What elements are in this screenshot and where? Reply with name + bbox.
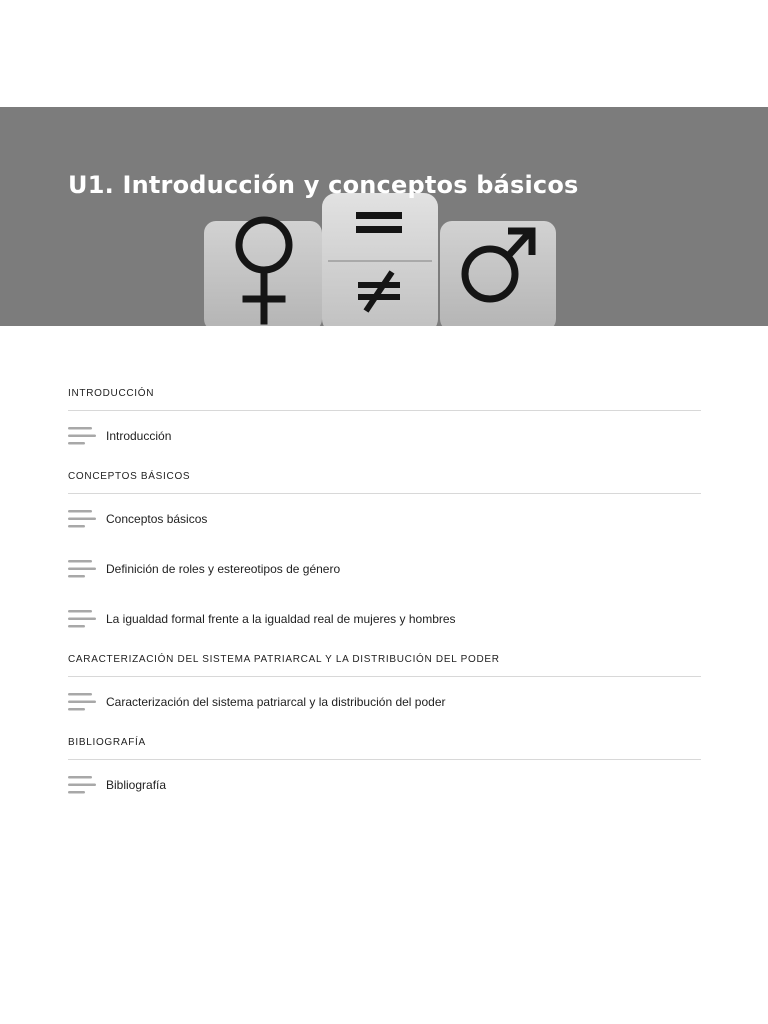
section-heading: INTRODUCCIÓN — [68, 378, 701, 411]
outline-section — [68, 378, 701, 461]
section-heading: BIBLIOGRAFÍA — [68, 727, 701, 760]
lesson-item[interactable] — [68, 494, 701, 544]
outline-section — [68, 727, 701, 810]
lesson-title[interactable]: Conceptos básicos — [106, 512, 208, 526]
text-lines-icon — [68, 425, 96, 447]
lesson-outline — [68, 378, 701, 810]
text-lines-icon — [68, 691, 96, 713]
text-lines-icon — [68, 508, 96, 530]
text-lines-icon — [68, 608, 96, 630]
lesson-title[interactable]: Introducción — [106, 429, 172, 443]
text-lines-icon — [68, 558, 96, 580]
lesson-title[interactable]: Bibliografía — [106, 778, 167, 792]
text-lines-icon — [68, 774, 96, 796]
lesson-item[interactable] — [68, 677, 701, 727]
outline-section — [68, 644, 701, 727]
lesson-item[interactable] — [68, 594, 701, 644]
lesson-title[interactable]: La igualdad formal frente a la igualdad real de mujeres y hombres — [106, 612, 456, 626]
lesson-title[interactable]: Definición de roles y estereotipos de género — [106, 562, 341, 576]
lesson-item[interactable] — [68, 411, 701, 461]
lesson-item[interactable] — [68, 544, 701, 594]
lesson-title[interactable]: Caracterización del sistema patriarcal y la distribución del poder — [106, 695, 446, 709]
section-heading: CARACTERIZACIÓN DEL SISTEMA PATRIARCAL Y LA DISTRIBUCIÓN DEL PODER — [68, 644, 701, 677]
lesson-item[interactable] — [68, 760, 701, 810]
gender-dice-image — [196, 193, 566, 326]
outline-section — [68, 461, 701, 644]
hero-banner — [0, 107, 768, 326]
section-heading: CONCEPTOS BÁSICOS — [68, 461, 701, 494]
page-title: U1. Introducción y conceptos básicos — [68, 171, 579, 199]
